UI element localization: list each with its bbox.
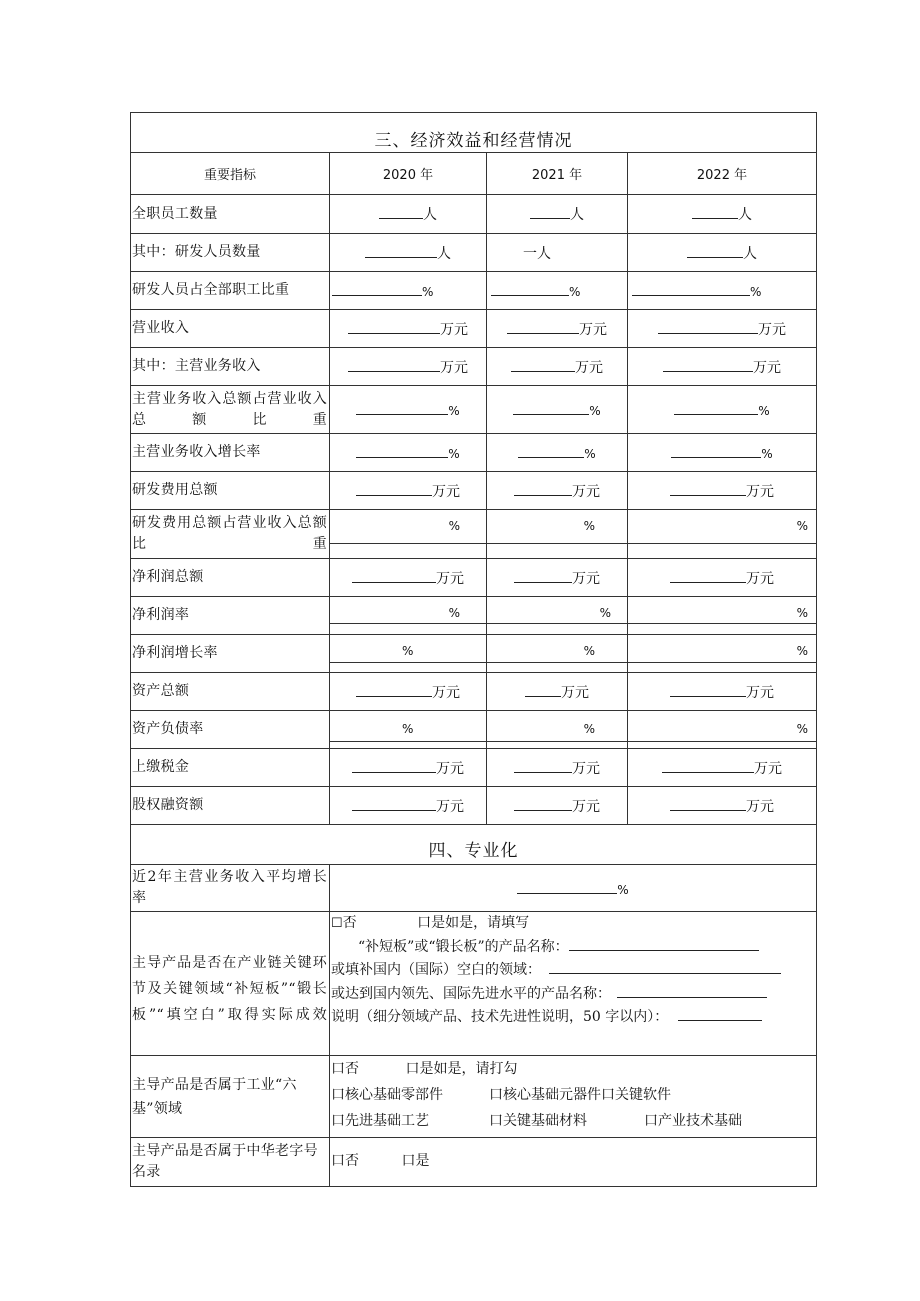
table-row	[131, 559, 817, 597]
value-cell[interactable]: %	[487, 434, 628, 472]
chain-yes-option[interactable]: 口是如是，请填写	[417, 915, 530, 931]
chain-choice-line	[330, 912, 816, 936]
value-cell[interactable]: 万元	[330, 749, 487, 787]
value-cell[interactable]: 万元	[330, 310, 487, 348]
table-row	[131, 510, 817, 559]
value-cell[interactable]: 万元	[628, 310, 817, 348]
value-cell[interactable]: 万元	[628, 348, 817, 386]
value-cell[interactable]: 万元	[628, 787, 817, 825]
value-cell[interactable]: 万元	[330, 787, 487, 825]
checkbox-icon[interactable]: ☐	[331, 916, 343, 931]
row-label: 净利润增长率	[131, 635, 330, 673]
table-row	[131, 310, 817, 348]
row-label: 其中：主营业务收入	[131, 348, 330, 386]
value-cell[interactable]: %	[487, 635, 628, 673]
value-cell[interactable]: 一人	[487, 234, 628, 272]
chain-no-option[interactable]: ☐否	[331, 915, 357, 931]
value-cell[interactable]: %	[628, 510, 817, 559]
row-label: 主营业务收入总额占营业收入总额比重	[131, 386, 330, 434]
sixbase-item-6[interactable]: 口产业技术基础	[644, 1113, 742, 1129]
header-year-2020: 2020 年	[330, 153, 487, 195]
sixbase-yes-option[interactable]: 口是如是，请打勾	[405, 1061, 518, 1077]
value-cell[interactable]: %	[628, 434, 817, 472]
value-cell[interactable]: 万元	[487, 472, 628, 510]
header-indicator: 重要指标	[131, 153, 330, 195]
value-cell[interactable]: %	[487, 711, 628, 749]
sixbase-item-1[interactable]: 口核心基础零部件	[331, 1087, 443, 1103]
value-cell[interactable]: 万元	[487, 749, 628, 787]
sixbase-item-2[interactable]: 口核心基础元器件	[489, 1087, 601, 1103]
table-row	[131, 272, 817, 310]
row-label: 资产总额	[131, 673, 330, 711]
table-row	[131, 1138, 817, 1187]
value-cell[interactable]: 人	[330, 195, 487, 234]
value-cell[interactable]: %	[628, 386, 817, 434]
sixbase-item-3[interactable]: 口关键软件	[601, 1087, 671, 1103]
sixbase-item-5[interactable]: 口关键基础材料	[489, 1113, 587, 1129]
value-cell[interactable]: 万元	[487, 310, 628, 348]
value-cell[interactable]: 万元	[487, 348, 628, 386]
chain-field-1[interactable]: “补短板”或“锻长板”的产品名称：	[330, 936, 816, 960]
application-form-sheet	[130, 112, 816, 1187]
value-cell[interactable]: %	[330, 510, 487, 559]
table-row	[131, 865, 817, 912]
table-row	[131, 434, 817, 472]
value-cell[interactable]: %	[330, 711, 487, 749]
value-cell[interactable]: 人	[487, 195, 628, 234]
chain-field-3[interactable]: 或达到国内领先、国际先进水平的产品名称：	[330, 983, 816, 1007]
header-year-2021: 2021 年	[487, 153, 628, 195]
header-year-2022: 2022 年	[628, 153, 817, 195]
value-cell[interactable]: %	[487, 272, 628, 310]
value-cell[interactable]: 人	[330, 234, 487, 272]
value-cell[interactable]: 万元	[487, 787, 628, 825]
row-label: 营业收入	[131, 310, 330, 348]
value-cell[interactable]: 万元	[330, 673, 487, 711]
value-cell[interactable]: 万元	[330, 472, 487, 510]
laozihao-yes-option[interactable]: 口是	[401, 1153, 430, 1170]
value-cell[interactable]: %	[487, 597, 628, 635]
sixbase-item-4[interactable]: 口先进基础工艺	[331, 1113, 429, 1129]
form-table	[130, 112, 817, 1187]
table-row	[131, 1056, 817, 1138]
table-row	[131, 597, 817, 635]
row-label: 全职员工数量	[131, 195, 330, 234]
section-3-title: 三、经济效益和经营情况	[131, 113, 817, 153]
row-label: 研发费用总额占营业收入总额比重	[131, 510, 330, 559]
value-cell[interactable]: %	[330, 635, 487, 673]
chain-options	[330, 912, 817, 1056]
growth-value-cell[interactable]: %	[330, 865, 817, 912]
table-row	[131, 673, 817, 711]
chain-field-4[interactable]: 说明（细分领域产品、技术先进性说明，50 字以内）：	[330, 1006, 816, 1030]
chain-label: 主导产品是否在产业链关键环节及关键领域“补短板”“锻长板”“填空白”取得实际成效	[131, 912, 330, 1056]
row-label: 研发人员占全部职工比重	[131, 272, 330, 310]
table-row	[131, 711, 817, 749]
value-cell[interactable]: 万元	[628, 673, 817, 711]
sixbase-no-option[interactable]: 口否	[331, 1061, 359, 1077]
value-cell[interactable]: %	[330, 272, 487, 310]
row-label: 研发费用总额	[131, 472, 330, 510]
row-label: 主营业务收入增长率	[131, 434, 330, 472]
table-row	[131, 386, 817, 434]
row-label: 净利润率	[131, 597, 330, 635]
value-cell[interactable]: 人	[628, 195, 817, 234]
laozihao-no-option[interactable]: 口否	[331, 1153, 359, 1170]
value-cell[interactable]: 万元	[487, 559, 628, 597]
value-cell[interactable]: %	[330, 386, 487, 434]
value-cell[interactable]: %	[628, 272, 817, 310]
value-cell[interactable]: %	[628, 711, 817, 749]
value-cell[interactable]: %	[487, 386, 628, 434]
table-row	[131, 234, 817, 272]
sixbase-label: 主导产品是否属于工业“六基”领域	[131, 1056, 330, 1138]
value-cell[interactable]: %	[330, 434, 487, 472]
value-cell[interactable]: %	[628, 635, 817, 673]
value-cell[interactable]: 万元	[330, 559, 487, 597]
sixbase-options	[330, 1056, 817, 1138]
table-row	[131, 348, 817, 386]
value-cell[interactable]: 万元	[628, 472, 817, 510]
chain-field-2[interactable]: 或填补国内（国际）空白的领域：	[330, 959, 816, 983]
table-row	[131, 195, 817, 234]
table-row	[131, 472, 817, 510]
row-label: 股权融资额	[131, 787, 330, 825]
table-row	[131, 787, 817, 825]
value-cell[interactable]: %	[487, 510, 628, 559]
value-cell[interactable]: 万元	[628, 749, 817, 787]
section-4-title: 四、专业化	[131, 825, 817, 865]
row-label: 其中：研发人员数量	[131, 234, 330, 272]
value-cell[interactable]: 人	[628, 234, 817, 272]
laozihao-options	[330, 1138, 817, 1187]
growth-label: 近2年主营业务收入平均增长率	[131, 865, 330, 912]
row-label: 资产负债率	[131, 711, 330, 749]
value-cell[interactable]: 万元	[487, 673, 628, 711]
value-cell[interactable]: %	[330, 597, 487, 635]
table-row	[131, 749, 817, 787]
table-row	[131, 635, 817, 673]
value-cell[interactable]: 万元	[628, 559, 817, 597]
value-cell[interactable]: 万元	[330, 348, 487, 386]
value-cell[interactable]: %	[628, 597, 817, 635]
laozihao-label: 主导产品是否属于中华老字号名录	[131, 1138, 330, 1187]
row-label: 净利润总额	[131, 559, 330, 597]
table-row	[131, 912, 817, 1056]
row-label: 上缴税金	[131, 749, 330, 787]
